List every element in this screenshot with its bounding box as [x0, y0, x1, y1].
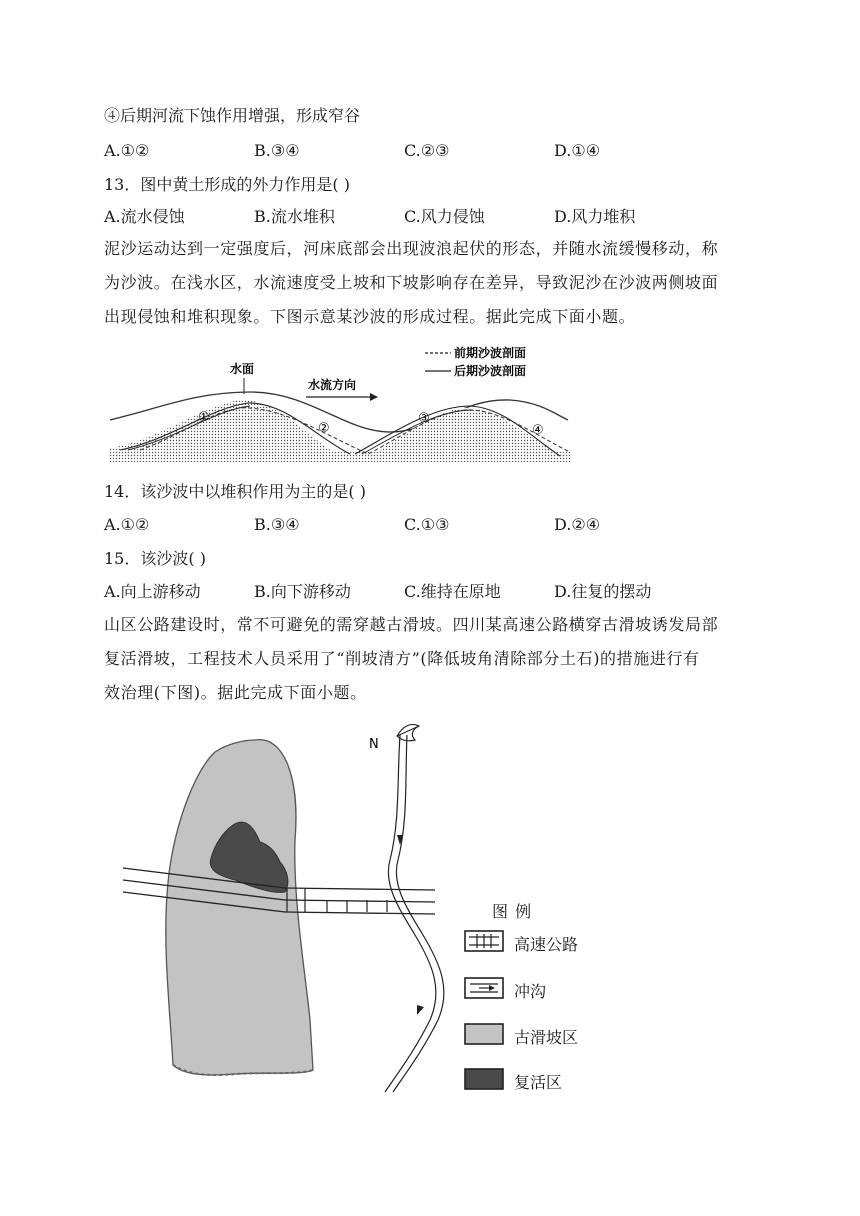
passage1-line-3: 出现侵蚀和堆积现象。下图示意某沙波的形成过程。据此完成下面小题。 [104, 307, 636, 326]
legend-highway-icon [465, 931, 503, 951]
passage1-line-2: 为沙波。在浅水区，水流速度受上坡和下坡影响存在差异，导致泥沙在沙波两侧坡面 [104, 273, 719, 292]
highway-line-4 [285, 900, 435, 902]
legend-revived-label: 复活区 [514, 1073, 563, 1092]
q12-option-b: B.③④ [254, 141, 300, 160]
marker-1: ① [198, 410, 210, 425]
q15-option-c: C.维持在原地 [404, 582, 501, 601]
legend-gully-icon [465, 978, 503, 998]
q13-option-d: D.风力堆积 [554, 207, 636, 226]
sandwave-figure [100, 340, 580, 465]
riverbed-base [108, 452, 570, 462]
legend-late-label: 后期沙波剖面 [454, 364, 527, 378]
water-surface-label: 水面 [230, 362, 255, 376]
q13-option-c: C.风力侵蚀 [404, 207, 485, 226]
q12-option-c: C.②③ [404, 141, 450, 160]
legend-early-label: 前期沙波剖面 [454, 346, 527, 360]
highway-line-6 [285, 912, 435, 914]
north-arrow-icon [397, 724, 419, 740]
legend-old-landslide-label: 古滑坡区 [514, 1028, 579, 1047]
legend-highway-label: 高速公路 [514, 935, 579, 954]
marker-3: ③ [418, 411, 430, 426]
gully-flow-arrow-2 [417, 1005, 424, 1015]
q14-option-d: D.②④ [554, 515, 601, 534]
legend-gully-label: 冲沟 [514, 982, 547, 1001]
highway-line-3 [285, 888, 435, 890]
marker-4: ④ [532, 423, 544, 438]
old-landslide-area [166, 740, 313, 1075]
q14-option-c: C.①③ [404, 515, 450, 534]
q13-option-b: B.流水堆积 [254, 207, 335, 226]
passage1-line-1: 泥沙运动达到一定强度后，河床底部会出现波浪起伏的形态，并随水流缓慢移动，称 [104, 239, 719, 258]
legend-title: 图 例 [492, 902, 533, 921]
flow-arrow-head [370, 393, 378, 401]
passage2-line-2: 复活滑坡，工程技术人员采用了“削坡清方”(降低坡角清除部分土石)的措施进行有 [104, 649, 700, 668]
q15-stem: 15．该沙波( ) [104, 549, 206, 568]
q13-option-a: A.流水侵蚀 [104, 207, 185, 226]
q15-option-b: B.向下游移动 [254, 582, 351, 601]
q13-stem: 13．图中黄土形成的外力作用是( ) [104, 175, 350, 194]
marker-2: ② [318, 421, 330, 436]
legend-revived-swatch [465, 1069, 503, 1089]
flow-direction-label: 水流方向 [308, 378, 357, 392]
q14-option-b: B.③④ [254, 515, 300, 534]
q15-option-a: A.向上游移动 [104, 582, 201, 601]
passage2-line-1: 山区公路建设时，常不可避免的需穿越古滑坡。四川某高速公路横穿古滑坡诱发局部 [104, 615, 719, 634]
passage2-line-3: 效治理(下图)。据此完成下面小题。 [104, 683, 367, 702]
q14-stem: 14．该沙波中以堆积作用为主的是( ) [104, 482, 366, 501]
q12-option-a: A.①② [104, 141, 150, 160]
north-label: N [369, 737, 379, 752]
statement-4: ④后期河流下蚀作用增强，形成窄谷 [104, 106, 361, 125]
q12-option-d: D.①④ [554, 141, 601, 160]
legend-old-landslide-swatch [465, 1024, 503, 1044]
q14-option-a: A.①② [104, 515, 150, 534]
q15-option-d: D.往复的摆动 [554, 582, 652, 601]
